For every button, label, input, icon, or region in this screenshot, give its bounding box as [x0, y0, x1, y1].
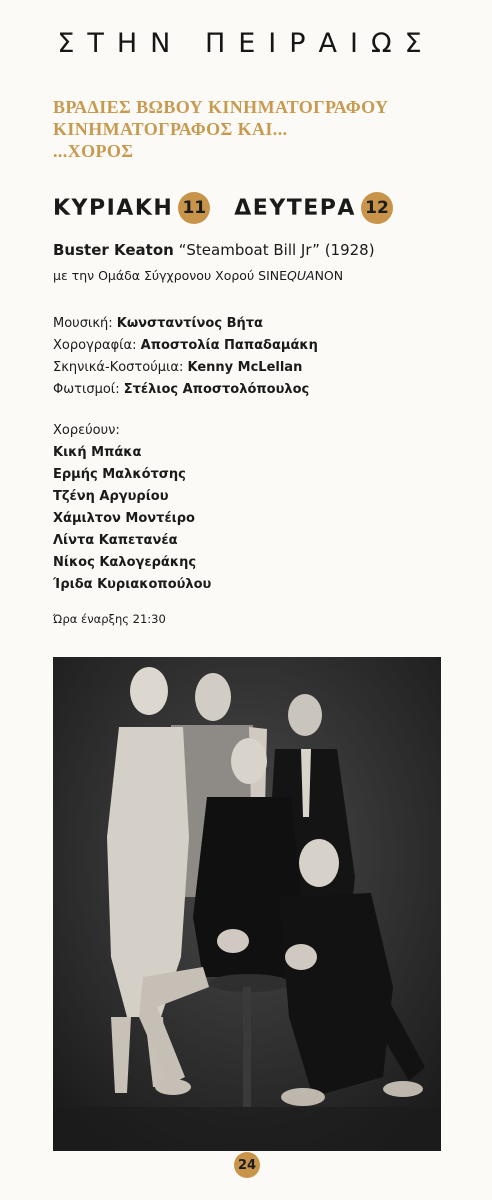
film-year: (1928): [324, 241, 375, 259]
film-info: [53, 241, 375, 259]
start-time: Ώρα έναρξης 21:30: [53, 612, 166, 626]
dancers-list: [53, 420, 211, 596]
credit-line: [53, 357, 318, 379]
dancer-name: Χάμιλτον Μοντέιρο: [53, 511, 195, 526]
film-director: Buster Keaton: [53, 241, 174, 259]
event-dates: [53, 192, 393, 224]
credit-name: Κωνσταντίνος Βήτα: [116, 316, 263, 331]
dancer-name: Ίριδα Κυριακοπούλου: [53, 577, 212, 592]
dancer-name: Τζένη Αργυρίου: [53, 489, 169, 504]
date-badge: 11: [178, 192, 210, 224]
dancers-photo: [53, 657, 441, 1151]
credit-role: Φωτισμοί:: [53, 382, 120, 397]
film-title: “Steamboat Bill Jr”: [178, 241, 320, 259]
company-suffix: NON: [314, 268, 344, 283]
day-name: ΔΕΥΤΕΡΑ: [234, 195, 356, 221]
company-prefix: με την Ομάδα Σύγχρονου Χορού SINE: [53, 268, 288, 283]
subtitle-line: ΚΙΝΗΜΑΤΟΓΡΑΦΟΣ ΚΑΙ...: [53, 119, 288, 139]
day-name: ΚΥΡΙΑΚΗ: [53, 195, 174, 221]
dancers-photo-illustration: [53, 657, 441, 1151]
page-number: 24: [234, 1152, 260, 1178]
subtitle-line: ΒΡΑΔΙΕΣ ΒΩΒΟΥ ΚΙΝΗΜΑΤΟΓΡΑΦΟΥ: [53, 97, 389, 117]
credit-name: Στέλιος Αποστολόπουλος: [123, 382, 310, 397]
credit-role: Χορογραφία:: [53, 338, 137, 353]
credit-line: [53, 313, 318, 335]
date-badge: 12: [361, 192, 393, 224]
dancers-label: Χορεύουν:: [53, 423, 120, 438]
credit-role: Σκηνικά-Κοστούμια:: [53, 360, 184, 375]
dancer-name: Λίντα Καπετανέα: [53, 533, 178, 548]
subtitle-line: ...ΧΟΡΟΣ: [53, 141, 134, 161]
credit-line: [53, 335, 318, 357]
dance-company: [53, 268, 343, 283]
credit-line: [53, 379, 318, 401]
credit-name: Αποστολία Παπαδαμάκη: [140, 338, 318, 353]
credit-role: Μουσική:: [53, 316, 113, 331]
credit-name: Kenny McLellan: [187, 360, 303, 375]
dancer-name: Ερμής Μαλκότσης: [53, 467, 186, 482]
company-italic: QUA: [287, 268, 315, 283]
credits-list: [53, 313, 318, 401]
event-subtitle: [53, 96, 473, 162]
page-header-title: ΣΤΗΝ ΠΕΙΡΑΙΩΣ: [57, 28, 435, 59]
dancer-name: Νίκος Καλογεράκης: [53, 555, 197, 570]
dancer-name: Κική Μπάκα: [53, 445, 142, 460]
